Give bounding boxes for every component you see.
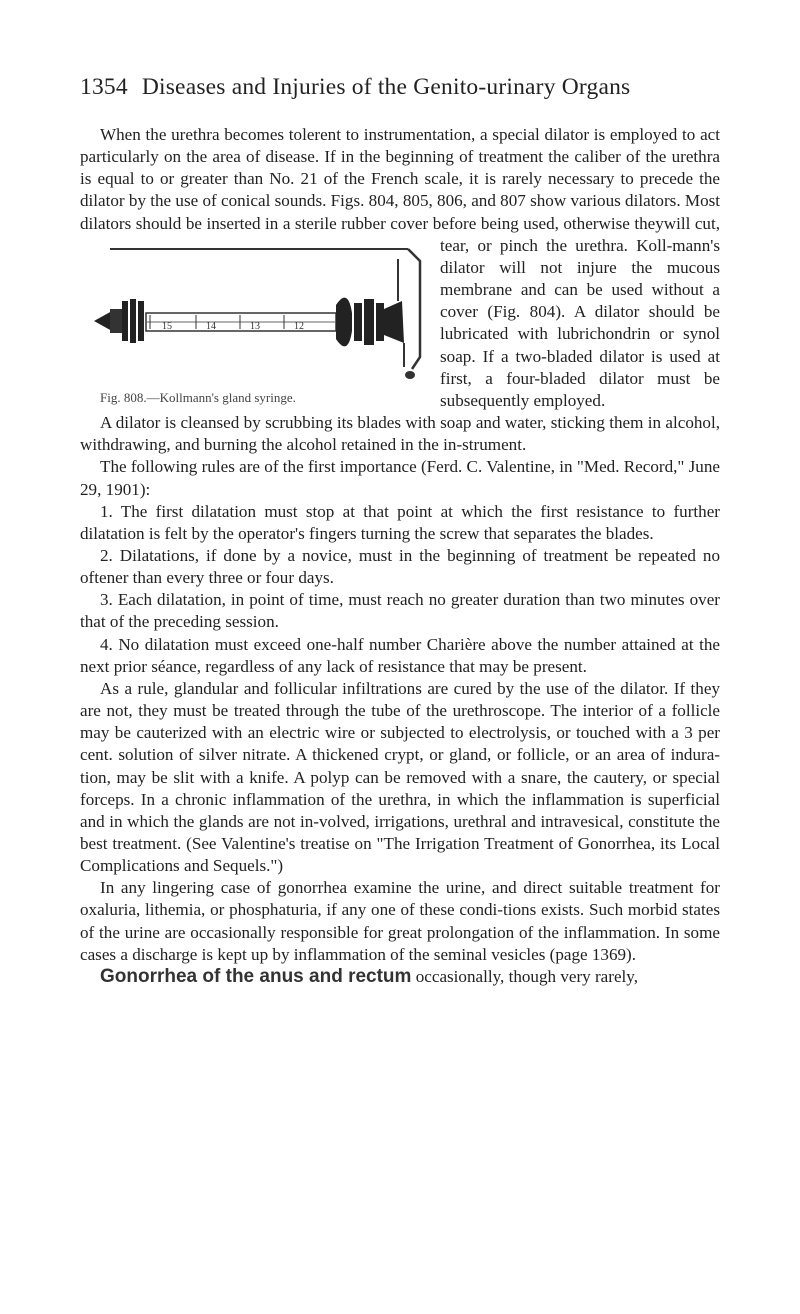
scale-mark: 12 (294, 320, 304, 332)
syringe-illustration (0, 239, 428, 389)
scale-mark: 14 (206, 320, 216, 332)
chapter-title: Diseases and Injuries of the Genito-urinary Organs (141, 74, 631, 100)
paragraph-dilator-intro: When the urethra becomes tolerent to instrumentation, a special dilator is employed to act particularly on the area of disease. If in the beginning of treatment the caliber of the urethra is equal to or greater than No. 21 of the French scale, it is rarely necessary to precede the dilator by the use of conical sounds. Figs. 804, 805, 806, and 807 show various dilators. Most dilators should be inserted in a sterile rubber cover before being used, otherwise they 15 14 13 12 Fig. 808.—Kollmann's gland syringe. will cut, tear, or pinch the urethra. Koll-mann's dilator will not injure the mucous membrane and can be used without a cover (Fig. 804). A dilator should be lubricated with lubrichondrin or synol soap. If a two-bladed dilator is used at first, a four-bladed dilator must be subsequently employed. (80, 124, 720, 412)
rule-3: 3. Each dilatation, in point of time, must reach no greater duration than two minutes over that of the preceding session. (80, 590, 720, 632)
section-continuation: occasionally, though very rarely, (415, 966, 639, 986)
section-heading: Gonorrhea of the anus and rectum (100, 965, 412, 987)
rule-1: 1. The first dilatation must stop at that point at which the first resistance to further dilatation is felt by the operator's fingers turning the screw that separates the blades. (80, 501, 720, 543)
figure-caption: Fig. 808.—Kollmann's gland syringe. (100, 389, 296, 405)
paragraph-infiltrations: As a rule, glandular and follicular infiltrations are cured by the use of the dilator. If they are not, they must be treated through the tube of the urethroscope. The interior of a follicle may be cauterized with an electric wire or subjected to electrolysis, or touched with a 3 per cent. solution of silver nitrate. A thickened crypt, or gland, or follicle, or an area of indura-tion, may be slit with a knife. A polyp can be removed with a snare, the cautery, or special forceps. In a chronic inflammation of the urethra, in which the inflammation is superficial and in which the glands are not in-volved, irrigations, urethral and intravesical, constitute the best treatment. (See Valentine's treatise on "The Irrigation Treatment of Gonorrhea, its Local Complications and Sequels.") (80, 678, 720, 876)
scale-mark: 15 (162, 320, 172, 332)
paragraph-lingering-case: In any lingering case of gonorrhea examine the urine, and direct suitable treatment for oxaluria, lithemia, or phosphaturia, if any one of these condi-tions exists. Such morbid states of the urine are occasionally responsible for great prolongation of the inflammation. In some cases a discharge is kept up by inflammation of the seminal vesicles (page 1369). (80, 878, 720, 964)
paragraph-cleansing: A dilator is cleansed by scrubbing its blades with soap and water, sticking them in alcohol, withdrawing, and burning the alcohol retained in the in-strument. (80, 413, 720, 455)
rule-2: 2. Dilatations, if done by a novice, must in the beginning of treatment be repeated no oftener than every three or four days. (80, 545, 720, 588)
page-number: 1354 (80, 74, 128, 100)
scale-mark: 13 (250, 320, 260, 332)
body-text (80, 124, 720, 988)
paragraph-rules-intro: The following rules are of the first importance (Ferd. C. Valentine, in "Med. Record," June 29, 1901): (80, 457, 720, 499)
rule-4: 4. No dilatation must exceed one-half number Charière above the number attained at the next prior séance, regardless of any lack of resistance that may be present. (80, 634, 720, 676)
figure-808 (0, 239, 428, 405)
paragraph-anus-rectum (80, 966, 720, 988)
running-head (80, 74, 720, 101)
